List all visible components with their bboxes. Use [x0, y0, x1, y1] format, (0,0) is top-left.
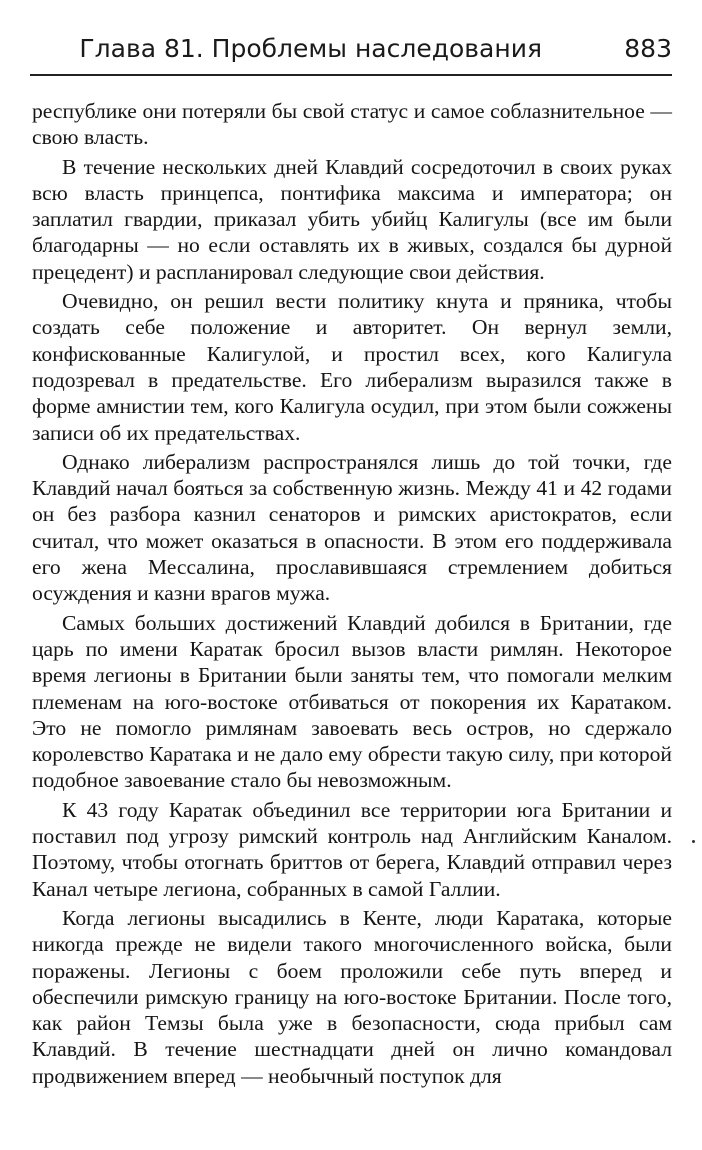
paragraph: Однако либерализм распространялся лишь до той точки, где Клавдий начал бояться за собственную жизнь. Между 41 и 42 годами он без разбора казнил сенаторов и римских аристократов, если считал, что может оказаться в опасности. В этом его поддерживала его жена Мессалина, прославившаяся стремлением добиться осуждения и казни врагов мужа.: [32, 449, 672, 606]
scan-speck: [692, 840, 695, 843]
paragraph: Очевидно, он решил вести политику кнута и пряника, чтобы создать себе положение и авторитет. Он вернул земли, конфискованные Калигулой, и простил всех, кого Калигула подозревал в предательстве. Его либерализм выразился также в форме амнистии тем, кого Калигула осудил, при этом были сожжены записи об их предательствах.: [32, 289, 672, 445]
paragraph-continuation: республике они потеряли бы свой статус и самое соблазнительное — свою власть.: [32, 99, 672, 150]
body-text: [32, 98, 672, 1089]
page-number: 883: [624, 34, 672, 63]
running-header: [30, 30, 672, 76]
paragraph: Самых больших достижений Клавдий добился в Британии, где царь по имени Каратак бросил вызов власти римлян. Некоторое время легионы в Британии были заняты тем, что помогали мелким племенам на юго-востоке отбиваться от покорения их Каратаком. Это не помогло римлянам завоевать весь остров, но сдержало королевство Каратака и не дало ему обрести такую силу, при которой подобное завоевание стало бы невозможным.: [32, 610, 672, 793]
paragraph: Когда легионы высадились в Кенте, люди Каратака, которые никогда прежде не видели такого многочисленного войска, были поражены. Легионы с боем проложили себе путь вперед и обеспечили римскую границу на юго-востоке Британии. После того, как район Темзы была уже в безопасности, сюда прибыл сам Клавдий. В течение шестнадцати дней он лично командовал продвижением вперед — необычный поступок для: [32, 905, 672, 1088]
paragraph: К 43 году Каратак объединил все территории юга Британии и поставил под угрозу римский контроль над Английским Каналом. Поэтому, чтобы отогнать бриттов от берега, Клавдий отправил через Канал четыре легиона, собранных в самой Галлии.: [32, 797, 672, 901]
paragraph: В течение нескольких дней Клавдий сосредоточил в своих руках всю власть принцепса, понтифика максима и императора; он заплатил гвардии, приказал убить убийц Калигулы (все им были благодарны — но если оставлять их в живых, создался бы дурной прецедент) и распланировал следующие свои действия.: [32, 154, 672, 284]
chapter-title: Глава 81. Проблемы наследования: [79, 34, 542, 63]
